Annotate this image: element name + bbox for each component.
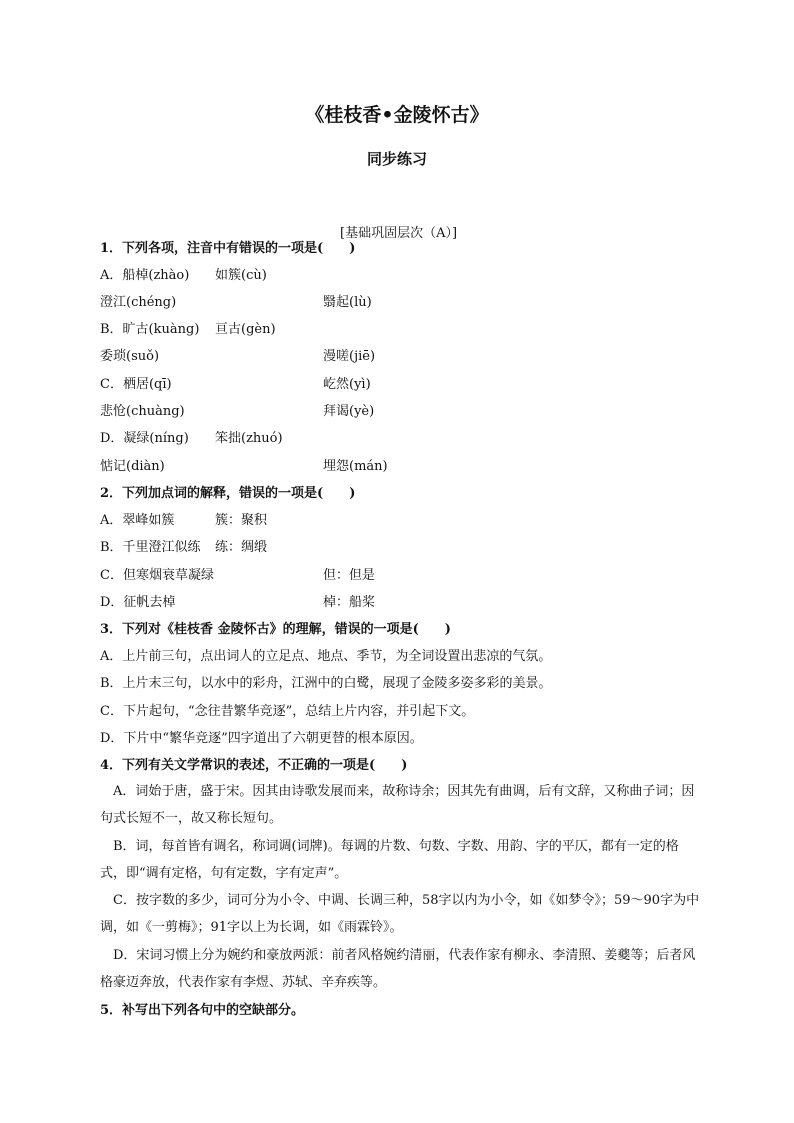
q1-option-c-item2: 屹然(yì) [323, 377, 371, 392]
q1-option-d-item3: 惦记(diàn) [100, 459, 165, 474]
q1-option-d-item2: 笨拙(zhuó) [215, 431, 283, 446]
document-subtitle: 同步练习 [366, 150, 427, 168]
q3-option-c: C．下片起句，“念往昔繁华竞逐”，总结上片内容，并引起下文。 [100, 704, 475, 719]
q4-option-b: B．词，每首皆有调名，称词调(词牌)。每调的片数、句数、字数、用韵、字的平仄，都有一定的格式，即“调有定格，句有定数，字有定声”。 [100, 839, 679, 881]
q1-option-d-item1: D．凝绿(níng) [100, 431, 189, 446]
q4-option-a: A．词始于唐，盛于宋。因其由诗歌发展而来，故称诗余；因其先有曲调，后有文辞，又称曲子词；因句式长短不一，故又称长短句。 [100, 784, 695, 826]
q2-option-b-text: B．千里澄江似练 [100, 540, 201, 555]
q4-option-c: C．按字数的多少，词可分为小令、中调、长调三种，58字以内为小令，如《如梦令》；59～90字为中调，如《一剪梅》；91字以上为长调，如《雨霖铃》。 [100, 893, 700, 935]
q3-option-b: B．上片末三句，以水中的彩舟，江洲中的白鹭，展现了金陵多姿多彩的美景。 [100, 676, 552, 691]
question-2-stem: 2．下列加点词的解释，错误的一项是( ) [100, 486, 356, 501]
q1-option-a-item1: A．船棹(zhào) [100, 268, 190, 283]
q1-option-d-item4: 埋怨(mán) [323, 459, 388, 474]
q1-option-b-item1: B．旷古(kuàng) [100, 322, 200, 337]
q4-option-d: D．宋词习惯上分为婉约和豪放两派：前者风格婉约清丽，代表作家有柳永、李清照、姜夔等；后者风格豪迈奔放，代表作家有李煜、苏轼、辛弃疾等。 [100, 948, 696, 990]
q3-option-a: A．上片前三句，点出词人的立足点、地点、季节，为全词设置出悲凉的气氛。 [100, 649, 552, 664]
q2-option-b-gloss: 练：绸缎 [215, 540, 268, 555]
q3-option-d: D．下片中“繁华竞逐”四字道出了六朝更替的根本原因。 [100, 731, 423, 746]
q1-option-c-item3: 悲怆(chuàng) [100, 404, 185, 419]
q1-option-a-item4: 翳起(lù) [323, 295, 372, 310]
q1-option-b-item4: 漫嗟(jiē) [323, 349, 376, 364]
question-4-stem: 4．下列有关文学常识的表述，不正确的一项是( ) [100, 758, 408, 773]
q1-option-a-item3: 澄江(chéng) [100, 295, 177, 310]
q1-option-c-item1: C．栖居(qī) [100, 377, 172, 392]
q1-option-b-item2: 亘古(gèn) [215, 322, 276, 337]
q2-option-d-gloss: 棹：船桨 [323, 595, 376, 610]
q2-option-a-gloss: 簇：聚积 [215, 513, 268, 528]
q1-option-a-item2: 如簇(cù) [215, 268, 267, 283]
q1-option-c-item4: 拜谒(yè) [323, 404, 375, 419]
document-title: 《桂枝香•金陵怀古》 [305, 104, 489, 126]
q2-option-c-text: C．但寒烟衰草凝绿 [100, 568, 214, 583]
q2-option-a-text: A．翠峰如簇 [100, 513, 175, 528]
q2-option-d-text: D．征帆去棹 [100, 595, 176, 610]
question-3-stem: 3．下列对《桂枝香 金陵怀古》的理解，错误的一项是( ) [100, 622, 451, 637]
level-heading: [基础巩固层次（A）] [340, 226, 458, 241]
q2-option-c-gloss: 但：但是 [323, 568, 376, 583]
question-1-stem: 1．下列各项，注音中有错误的一项是( ) [100, 241, 356, 256]
q1-option-b-item3: 委琐(suǒ) [100, 349, 160, 364]
question-5-stem: 5．补写出下列各句中的空缺部分。 [100, 1003, 305, 1018]
